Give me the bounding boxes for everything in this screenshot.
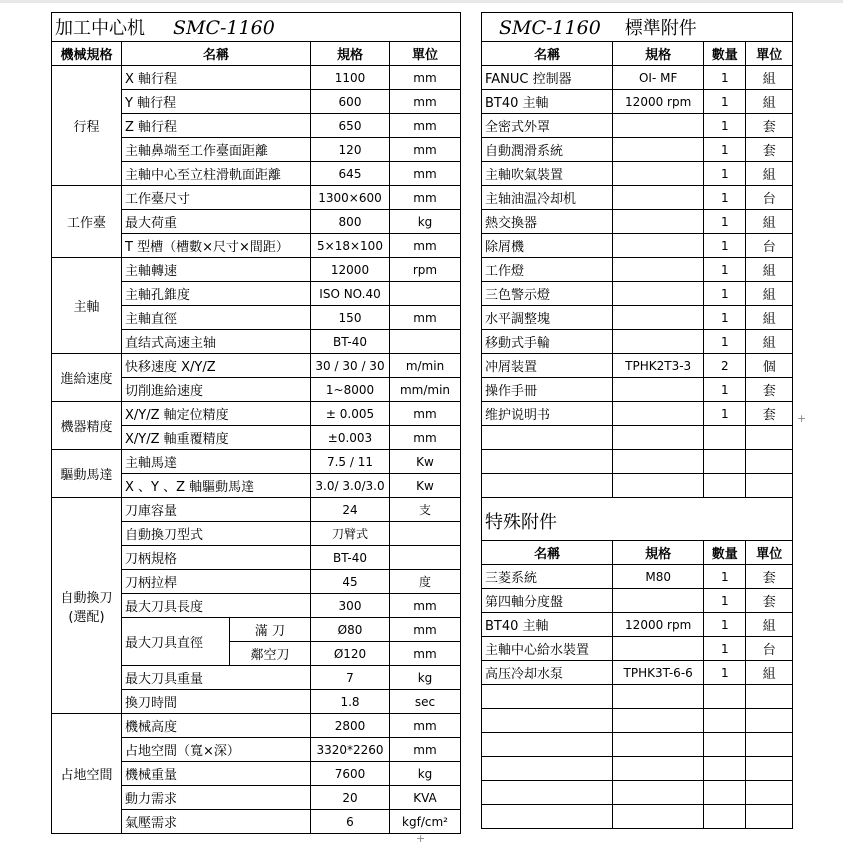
- header-category: 機械規格: [52, 42, 122, 66]
- acc-qty: 1: [704, 90, 746, 114]
- right-title: [482, 13, 793, 42]
- group-motor: 驅動馬達: [52, 450, 122, 498]
- acc-qty: 1: [704, 589, 746, 613]
- header-name: 名稱: [122, 42, 311, 66]
- row-spec: 150: [311, 306, 390, 330]
- group-travel: 行程: [52, 66, 122, 186]
- row-name: 刀柄拉桿: [122, 570, 311, 594]
- acc-qty: 1: [704, 661, 746, 685]
- row-name: 自動換刀型式: [122, 522, 311, 546]
- acc-qty: 1: [704, 210, 746, 234]
- row-unit: Kw: [390, 450, 461, 474]
- acc-qty: 1: [704, 114, 746, 138]
- page-marker-plus: +: [416, 832, 426, 845]
- acc-unit: 組: [746, 90, 793, 114]
- right-title-cn: 標準附件: [624, 18, 697, 39]
- acc-spec: [613, 114, 704, 138]
- acc-unit: 組: [746, 330, 793, 354]
- acc-name: 自動潤滑系統: [482, 138, 613, 162]
- row-spec: 30 / 30 / 30: [311, 354, 390, 378]
- acc-spec: OI- MF: [613, 66, 704, 90]
- row-name: 最大荷重: [122, 210, 311, 234]
- acc-unit: 組: [746, 258, 793, 282]
- acc-unit: 組: [746, 162, 793, 186]
- acc-header-unit: 單位: [746, 42, 793, 66]
- row-name: 切削進給速度: [122, 378, 311, 402]
- row-name: 最大刀具長度: [122, 594, 311, 618]
- table-row: [482, 378, 793, 402]
- row-spec: 1~8000: [311, 378, 390, 402]
- row-unit: mm: [390, 66, 461, 90]
- row-unit: mm: [390, 90, 461, 114]
- group-spindle: 主軸: [52, 258, 122, 354]
- row-spec: 45: [311, 570, 390, 594]
- row-unit: kg: [390, 210, 461, 234]
- row-name: 機械高度: [122, 714, 311, 738]
- row-name: 最大刀具直徑: [122, 618, 230, 666]
- row-name: X/Y/Z 軸定位精度: [122, 402, 311, 426]
- table-row: [482, 330, 793, 354]
- table-row: [482, 613, 793, 637]
- accessories-table: [481, 12, 793, 829]
- acc-qty: 2: [704, 354, 746, 378]
- row-unit: mm: [390, 738, 461, 762]
- row-name: X 軸行程: [122, 66, 311, 90]
- row-unit: kgf/cm²: [390, 810, 461, 834]
- row-spec: 24: [311, 498, 390, 522]
- empty-row: [482, 426, 793, 450]
- table-row: [482, 565, 793, 589]
- row-unit: [390, 282, 461, 306]
- acc-spec: M80: [613, 565, 704, 589]
- row-spec: 3320*2260: [311, 738, 390, 762]
- acc-qty: 1: [704, 378, 746, 402]
- table-row: [52, 402, 461, 426]
- acc-name: 高压冷却水泵: [482, 661, 613, 685]
- row-spec: ± 0.005: [311, 402, 390, 426]
- acc-unit: 套: [746, 402, 793, 426]
- acc-name: 工作燈: [482, 258, 613, 282]
- left-title-row: [52, 13, 461, 42]
- acc-unit: 組: [746, 210, 793, 234]
- acc-spec: [613, 186, 704, 210]
- table-row: [482, 186, 793, 210]
- acc-qty: 1: [704, 66, 746, 90]
- row-unit: mm: [390, 594, 461, 618]
- empty-row: [482, 805, 793, 829]
- empty-row: [482, 685, 793, 709]
- table-row: [482, 138, 793, 162]
- header-spec: 規格: [311, 42, 390, 66]
- special-accessories: [482, 565, 793, 685]
- acc-spec: [613, 282, 704, 306]
- left-title: [52, 13, 461, 42]
- table-row: [482, 661, 793, 685]
- empty-row: [482, 709, 793, 733]
- acc-header-name: 名稱: [482, 42, 613, 66]
- row-name: T 型槽（槽數×尺寸×間距）: [122, 234, 311, 258]
- table-row: [482, 637, 793, 661]
- acc-spec: TPHK2T3-3: [613, 354, 704, 378]
- row-name: 氣壓需求: [122, 810, 311, 834]
- row-spec: 12000: [311, 258, 390, 282]
- acc-unit: 組: [746, 661, 793, 685]
- row-name: 刀柄規格: [122, 546, 311, 570]
- acc-unit: 組: [746, 613, 793, 637]
- row-name: 主軸中心至立柱滑軌面距離: [122, 162, 311, 186]
- row-name: 刀庫容量: [122, 498, 311, 522]
- row-unit: mm: [390, 426, 461, 450]
- acc-unit: 組: [746, 306, 793, 330]
- acc-name: 三色警示燈: [482, 282, 613, 306]
- acc-unit: 套: [746, 565, 793, 589]
- acc-name: 水平調整塊: [482, 306, 613, 330]
- row-spec: 7: [311, 666, 390, 690]
- table-row: [482, 354, 793, 378]
- row-name: 主軸轉速: [122, 258, 311, 282]
- acc-qty: 1: [704, 402, 746, 426]
- row-spec: 1.8: [311, 690, 390, 714]
- table-row: [482, 234, 793, 258]
- acc-spec: [613, 402, 704, 426]
- right-title-model: SMC-1160: [499, 17, 601, 39]
- acc-name: 主軸中心給水裝置: [482, 637, 613, 661]
- row-unit: KVA: [390, 786, 461, 810]
- empty-row: [482, 450, 793, 474]
- table-row: [482, 66, 793, 90]
- right-title-row: [482, 13, 793, 42]
- row-name: Z 軸行程: [122, 114, 311, 138]
- row-spec: 5×18×100: [311, 234, 390, 258]
- acc-name: 维护说明书: [482, 402, 613, 426]
- acc-name: 移動式手輪: [482, 330, 613, 354]
- row-name: 快移速度 X/Y/Z: [122, 354, 311, 378]
- acc-unit: 個: [746, 354, 793, 378]
- row-unit: mm: [390, 138, 461, 162]
- acc-spec: [613, 330, 704, 354]
- sp-header-name: 名稱: [482, 541, 613, 565]
- row-name: 最大刀具重量: [122, 666, 311, 690]
- acc-name: 三菱系統: [482, 565, 613, 589]
- machine-spec-table: [51, 12, 461, 834]
- acc-name: 主軸吹氣裝置: [482, 162, 613, 186]
- acc-unit: 組: [746, 282, 793, 306]
- row-spec: 1300×600: [311, 186, 390, 210]
- acc-header-spec: 規格: [613, 42, 704, 66]
- special-title-row: [482, 498, 793, 541]
- row-name: 動力需求: [122, 786, 311, 810]
- row-name: 換刀時間: [122, 690, 311, 714]
- acc-spec: [613, 637, 704, 661]
- empty-row: [482, 757, 793, 781]
- acc-unit: 組: [746, 66, 793, 90]
- table-row: [52, 498, 461, 522]
- table-row: [482, 114, 793, 138]
- table-row: [52, 450, 461, 474]
- acc-spec: [613, 306, 704, 330]
- acc-name: 第四軸分度盤: [482, 589, 613, 613]
- special-title: 特殊附件: [482, 498, 793, 541]
- row-unit: mm: [390, 642, 461, 666]
- row-unit: Kw: [390, 474, 461, 498]
- acc-unit: 台: [746, 637, 793, 661]
- sp-header-spec: 規格: [613, 541, 704, 565]
- empty-row: [482, 474, 793, 498]
- table-row: [482, 258, 793, 282]
- acc-spec: [613, 378, 704, 402]
- group-feed: 進給速度: [52, 354, 122, 402]
- row-name: 主軸鼻端至工作臺面距離: [122, 138, 311, 162]
- sp-header-unit: 單位: [746, 541, 793, 565]
- group-atc: 自動換刀 (選配): [52, 498, 122, 714]
- table-row: [482, 162, 793, 186]
- table-row: [482, 282, 793, 306]
- row-spec: ISO NO.40: [311, 282, 390, 306]
- acc-spec: [613, 138, 704, 162]
- table-row: [482, 306, 793, 330]
- row-spec: 650: [311, 114, 390, 138]
- row-unit: sec: [390, 690, 461, 714]
- row-unit: mm: [390, 306, 461, 330]
- acc-qty: 1: [704, 637, 746, 661]
- row-name: 占地空間（寬×深）: [122, 738, 311, 762]
- row-name: 主軸馬達: [122, 450, 311, 474]
- row-spec: 6: [311, 810, 390, 834]
- row-spec: 800: [311, 210, 390, 234]
- acc-spec: [613, 234, 704, 258]
- acc-name: 熱交換器: [482, 210, 613, 234]
- acc-unit: 套: [746, 589, 793, 613]
- table-row: [482, 90, 793, 114]
- acc-name: 除屑機: [482, 234, 613, 258]
- acc-spec: [613, 589, 704, 613]
- row-spec: 1100: [311, 66, 390, 90]
- row-name: X 、Y 、Z 軸驅動馬達: [122, 474, 311, 498]
- acc-qty: 1: [704, 330, 746, 354]
- row-spec: Ø120: [311, 642, 390, 666]
- row-spec: 2800: [311, 714, 390, 738]
- special-header-row: [482, 541, 793, 565]
- row-spec: 刀臂式: [311, 522, 390, 546]
- empty-row: [482, 781, 793, 805]
- standard-accessories: [482, 66, 793, 426]
- row-unit: mm: [390, 402, 461, 426]
- acc-unit: 套: [746, 378, 793, 402]
- acc-qty: 1: [704, 162, 746, 186]
- left-title-model: SMC-1160: [173, 17, 275, 39]
- acc-qty: 1: [704, 186, 746, 210]
- row-subname: 鄰空刀: [230, 642, 311, 666]
- acc-header-qty: 數量: [704, 42, 746, 66]
- row-spec: 120: [311, 138, 390, 162]
- acc-unit: 套: [746, 114, 793, 138]
- table-row: [52, 66, 461, 90]
- empty-row: [482, 733, 793, 757]
- row-name: 機械重量: [122, 762, 311, 786]
- row-spec: 7600: [311, 762, 390, 786]
- acc-qty: 1: [704, 565, 746, 589]
- acc-unit: 台: [746, 186, 793, 210]
- table-row: [482, 210, 793, 234]
- row-unit: mm: [390, 162, 461, 186]
- acc-name: BT40 主軸: [482, 613, 613, 637]
- group-accuracy: 機器精度: [52, 402, 122, 450]
- row-spec: 7.5 / 11: [311, 450, 390, 474]
- acc-unit: 套: [746, 138, 793, 162]
- row-unit: 度: [390, 570, 461, 594]
- page-marker-plus: +: [797, 412, 807, 425]
- top-edge: [0, 0, 843, 3]
- row-unit: rpm: [390, 258, 461, 282]
- row-subname: 滿 刀: [230, 618, 311, 642]
- acc-spec: [613, 162, 704, 186]
- row-spec: 645: [311, 162, 390, 186]
- row-unit: mm: [390, 714, 461, 738]
- acc-spec: TPHK3T-6-6: [613, 661, 704, 685]
- row-unit: mm: [390, 618, 461, 642]
- row-name: X/Y/Z 軸重覆精度: [122, 426, 311, 450]
- row-spec: Ø80: [311, 618, 390, 642]
- acc-qty: 1: [704, 282, 746, 306]
- header-unit: 單位: [390, 42, 461, 66]
- table-row: [52, 354, 461, 378]
- acc-name: 主轴油温冷却机: [482, 186, 613, 210]
- row-spec: BT-40: [311, 546, 390, 570]
- sp-header-qty: 數量: [704, 541, 746, 565]
- acc-unit: 台: [746, 234, 793, 258]
- acc-name: 冲屑装置: [482, 354, 613, 378]
- row-unit: [390, 546, 461, 570]
- row-spec: ±0.003: [311, 426, 390, 450]
- row-unit: mm: [390, 186, 461, 210]
- row-spec: 600: [311, 90, 390, 114]
- row-unit: [390, 330, 461, 354]
- row-unit: 支: [390, 498, 461, 522]
- row-unit: kg: [390, 666, 461, 690]
- acc-name: 操作手冊: [482, 378, 613, 402]
- group-table: 工作臺: [52, 186, 122, 258]
- right-header-row: [482, 42, 793, 66]
- left-title-cn: 加工中心机: [55, 18, 145, 39]
- acc-spec: 12000 rpm: [613, 613, 704, 637]
- row-spec: 3.0/ 3.0/3.0: [311, 474, 390, 498]
- left-header-row: [52, 42, 461, 66]
- acc-qty: 1: [704, 258, 746, 282]
- row-name: 主軸孔錐度: [122, 282, 311, 306]
- table-row: [52, 186, 461, 210]
- acc-spec: [613, 210, 704, 234]
- acc-spec: [613, 258, 704, 282]
- row-spec: 300: [311, 594, 390, 618]
- table-row: [52, 258, 461, 282]
- row-unit: mm: [390, 234, 461, 258]
- row-unit: kg: [390, 762, 461, 786]
- acc-name: BT40 主軸: [482, 90, 613, 114]
- row-spec: 20: [311, 786, 390, 810]
- table-row: [482, 402, 793, 426]
- acc-qty: 1: [704, 306, 746, 330]
- row-name: Y 軸行程: [122, 90, 311, 114]
- acc-qty: 1: [704, 613, 746, 637]
- acc-spec: 12000 rpm: [613, 90, 704, 114]
- row-spec: BT-40: [311, 330, 390, 354]
- row-name: 工作臺尺寸: [122, 186, 311, 210]
- row-unit: mm: [390, 114, 461, 138]
- row-name: 直结式高速主轴: [122, 330, 311, 354]
- table-row: [482, 589, 793, 613]
- row-unit: [390, 522, 461, 546]
- acc-qty: 1: [704, 138, 746, 162]
- acc-name: 全密式外罩: [482, 114, 613, 138]
- row-unit: mm/min: [390, 378, 461, 402]
- group-space: 占地空間: [52, 714, 122, 834]
- acc-name: FANUC 控制器: [482, 66, 613, 90]
- acc-qty: 1: [704, 234, 746, 258]
- table-row: [52, 714, 461, 738]
- row-unit: m/min: [390, 354, 461, 378]
- row-name: 主軸直徑: [122, 306, 311, 330]
